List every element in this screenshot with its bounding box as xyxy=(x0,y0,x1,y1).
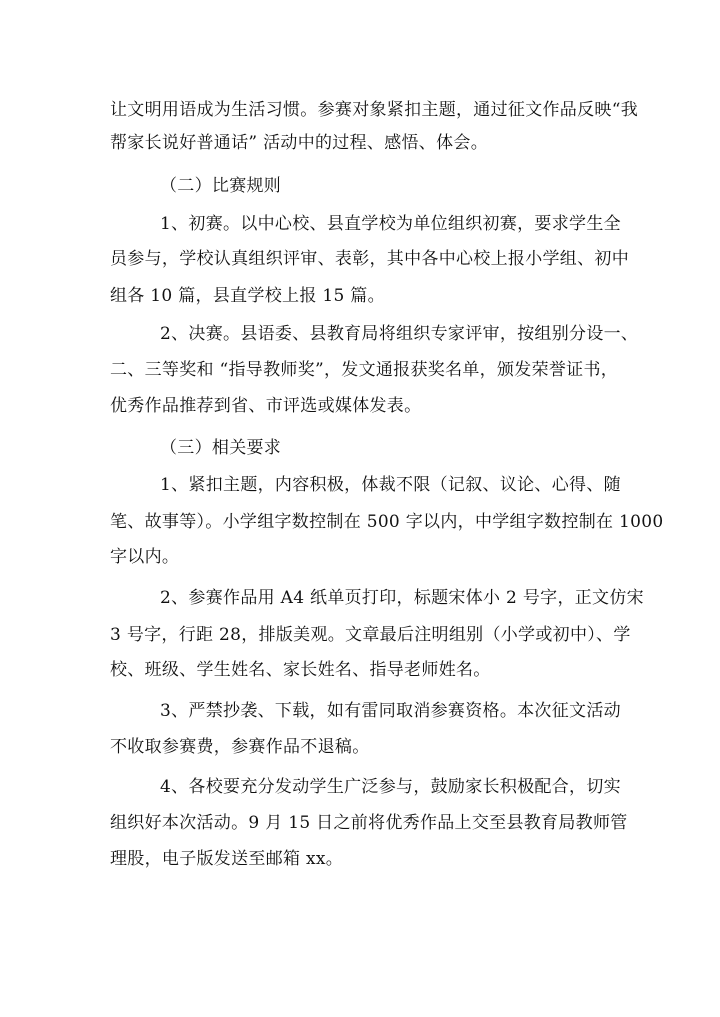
paragraph-line: 字以内。 xyxy=(110,547,180,567)
paragraph-line: 2、决赛。县语委、县教育局将组织专家评审，按组别分设一、 xyxy=(160,324,639,344)
paragraph-line: 3 号字，行距 28，排版美观。文章最后注明组别（小学或初中）、学 xyxy=(110,625,631,645)
paragraph-line: 1、初赛。以中心校、县直学校为单位组织初赛，要求学生全 xyxy=(160,214,621,234)
paragraph-line: 校、班级、学生姓名、家长姓名、指导老师姓名。 xyxy=(110,660,491,680)
paragraph-line: 帮家长说好普通话” 活动中的过程、感悟、体会。 xyxy=(110,133,488,153)
paragraph-line: 员参与，学校认真组织评审、表彰，其中各中心校上报小学组、初中 xyxy=(110,249,629,269)
paragraph-line: 二、三等奖和 “指导教师奖”，发文通报获奖名单，颁发荣誉证书， xyxy=(110,360,619,380)
paragraph-line: 组各 10 篇，县直学校上报 15 篇。 xyxy=(110,286,385,306)
paragraph-line: 4、各校要充分发动学生广泛参与，鼓励家长积极配合，切实 xyxy=(160,777,621,797)
paragraph-line: 理股，电子版发送至邮箱 xx。 xyxy=(110,849,344,869)
paragraph-line: 优秀作品推荐到省、市评选或媒体发表。 xyxy=(110,396,422,416)
paragraph-line: 让文明用语成为生活习惯。参赛对象紧扣主题，通过征文作品反映“我 xyxy=(110,100,638,120)
paragraph-line: 不收取参赛费，参赛作品不退稿。 xyxy=(110,737,370,757)
section-heading: （三）相关要求 xyxy=(160,438,282,458)
section-heading: （二）比赛规则 xyxy=(160,176,282,196)
paragraph-line: 1、紧扣主题，内容积极，体裁不限（记叙、议论、心得、随 xyxy=(160,475,621,495)
paragraph-line: 2、参赛作品用 A4 纸单页打印，标题宋体小 2 号字，正文仿宋 xyxy=(160,588,644,608)
paragraph-line: 笔、故事等）。小学组字数控制在 500 字以内，中学组字数控制在 1000 xyxy=(110,512,664,532)
paragraph-line: 组织好本次活动。9 月 15 日之前将优秀作品上交至县教育局教师管 xyxy=(110,813,628,833)
paragraph-line: 3、严禁抄袭、下载，如有雷同取消参赛资格。本次征文活动 xyxy=(160,701,621,721)
